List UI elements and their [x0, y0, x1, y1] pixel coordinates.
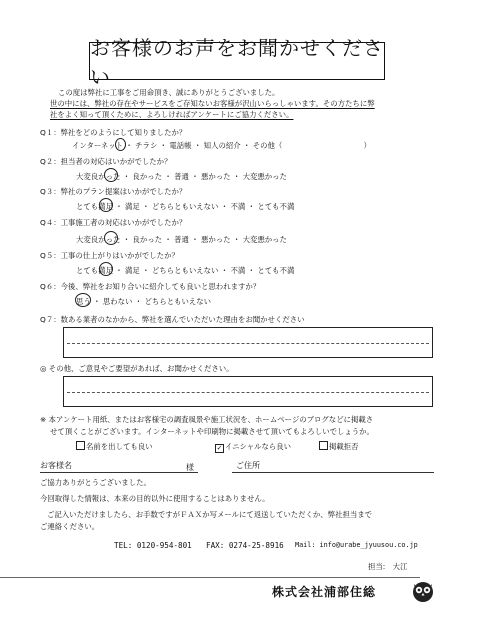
q2-question: Q２：担当者の対応はいかがでしたか？	[40, 157, 172, 166]
checked-checkbox-icon[interactable]: ✓	[216, 444, 223, 452]
q6-question: Q６：今後、弊社をお知り合いに紹介しても良いと思われますか？	[40, 282, 261, 291]
contact-tel: TEL: 0120-954-801	[114, 541, 192, 550]
publish-choice-refuse[interactable]	[319, 441, 359, 452]
other-answer-guideline	[67, 392, 429, 393]
q4-options: 大変良かった ・ 良かった ・ 普通 ・ 悪かった ・ 大変悪かった	[76, 235, 287, 244]
other-answer-box[interactable]	[63, 376, 433, 407]
customer-name-label: お客様名	[40, 461, 72, 470]
other-question: ◎ その他、ご意見やご要望があれば、お聞かせください。	[40, 364, 234, 373]
contact-fax: FAX: 0274-25-8916	[206, 541, 284, 550]
publish-choice-refuse-label: 掲載拒否	[329, 442, 359, 451]
intro-line-3: 社をよく知って頂くために、よろしければアンケートにご協力ください。	[50, 110, 294, 119]
q7-question: Q７：数ある業者のなかから、弊社を選んでいただいた理由をお聞かせください	[40, 315, 305, 324]
q3-answer-mark	[99, 198, 113, 212]
intro-line-1: この度は弊社に工事をご用命頂き、誠にありがとうございました。	[58, 88, 280, 97]
q1-answer-mark	[115, 138, 126, 151]
intro-line-2: 世の中には、弊社の存在やサービスをご存知ないお客様が沢山いらっしゃいます。その方たちに弊	[50, 99, 375, 108]
publish-choice-name-label: 名前を出しても良い	[86, 442, 153, 451]
q7-answer-guideline	[67, 343, 429, 344]
page-title: お客様のお声をお聞かせください	[90, 36, 384, 89]
customer-name-suffix: 様	[186, 463, 194, 472]
checkbox-icon[interactable]	[76, 441, 85, 450]
owl-logo-icon	[410, 579, 436, 603]
q7-answer-box[interactable]	[63, 327, 433, 358]
q6-answer-mark	[75, 293, 91, 307]
publish-choice-initials-label: イニシャルなら良い	[225, 442, 292, 451]
publish-choice-initials[interactable]	[215, 441, 291, 453]
q1-options: インターネット ・ チラシ ・ 電話帳 ・ 知人の紹介 ・ その他（ ）	[72, 141, 371, 150]
publish-choice-name[interactable]	[76, 441, 153, 452]
q4-answer-mark	[104, 231, 118, 245]
q1-question: Q１：弊社をどのようにして知りましたか？	[40, 128, 187, 137]
q6-options: 思う ・ 思わない ・ どちらともいえない	[76, 297, 212, 306]
q4-question: Q４：工事施工者の対応はいかがでしたか？	[40, 218, 187, 227]
customer-name-line	[40, 472, 198, 473]
closing-line-1: ご記入いただけましたら、お手数ですがＦＡＸか写メールにて返送していただくか、弊社担当まで	[47, 510, 373, 519]
note-line-1: ※ 本アンケート用紙、またはお客様宅の調査風景や施工状況を、ホームページのブログなどに掲載さ	[40, 415, 374, 424]
checkbox-icon[interactable]	[319, 441, 328, 450]
q3-question: Q３：弊社のプラン提案はいかがでしたか？	[40, 187, 187, 196]
q5-question: Q５：工事の仕上がりはいかがでしたか？	[40, 251, 179, 260]
closing-line-2: ご連絡ください。	[40, 522, 100, 531]
closing-thanks: ご協力ありがとうございました。	[40, 478, 151, 487]
closing-privacy: 今回取得した情報は、本来の目的以外に使用することはありません。	[40, 494, 270, 503]
staff-label: 担当: 大江	[368, 562, 408, 571]
contact-mail: Mail: info@urabe_jyuusou.co.jp	[295, 541, 418, 549]
company-name: 株式会社浦部住総	[272, 585, 377, 599]
q3-options: とても満足 ・ 満足 ・ どちらともいえない ・ 不満 ・ とても不満	[76, 202, 295, 211]
q5-answer-mark	[99, 262, 113, 276]
footer-rule	[0, 577, 420, 578]
q2-options: 大変良かった ・ 良かった ・ 普通 ・ 悪かった ・ 大変悪かった	[76, 172, 287, 181]
address-label: ご住所	[236, 461, 260, 470]
q5-options: とても満足 ・ 満足 ・ どちらともいえない ・ 不満 ・ とても不満	[76, 266, 295, 275]
q2-answer-mark	[104, 168, 118, 182]
note-line-2: せて頂くことがございます。インターネットや印刷物に掲載させて頂いてもよろしいでしょうか。	[50, 427, 374, 436]
address-line	[232, 472, 434, 473]
